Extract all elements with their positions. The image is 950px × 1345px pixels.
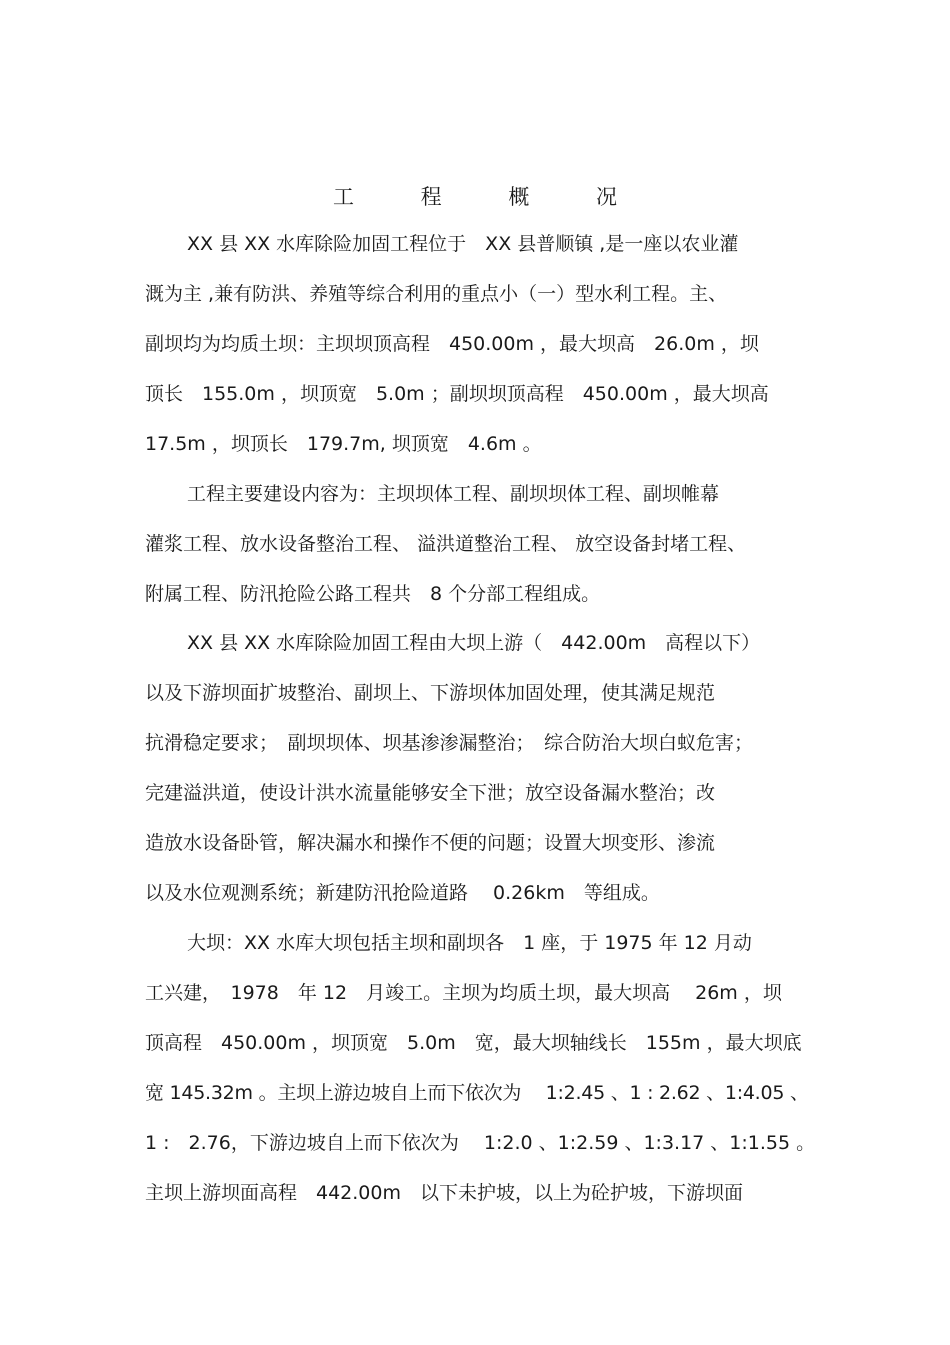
paragraph-line: 附属工程、防汛抢险公路工程共 8 个分部工程组成。 [145,583,601,605]
paragraph-line: 以及下游坝面扩坡整治、副坝上、下游坝体加固处理，使其满足规范 [145,682,716,704]
paragraph-line: 顶长 155.0m ，坝顶宽 5.0m ；副坝坝顶高程 450.00m ，最大坝高 [145,383,769,405]
paragraph-line: 17.5m ，坝顶长 179.7m, 坝顶宽 4.6m 。 [145,433,542,455]
paragraph-line: 造放水设备卧管，解决漏水和操作不便的问题；设置大坝变形、渗流 [145,832,716,854]
paragraph-line: 抗滑稳定要求； 副坝坝体、坝基渗渗漏整治； 综合防治大坝白蚁危害； [145,732,754,754]
paragraph-line: 工程主要建设内容为：主坝坝体工程、副坝坝体工程、副坝帷幕 [187,483,720,505]
paragraph-line: 顶高程 450.00m ，坝顶宽 5.0m 宽，最大坝轴线长 155m ，最大坝底 [145,1032,802,1054]
document-title: 工 程 概 况 [332,185,648,209]
paragraph-line: 完建溢洪道，使设计洪水流量能够安全下泄；放空设备漏水整治；改 [145,782,716,804]
paragraph-line: 工兴建， 1978 年 12 月竣工。主坝为均质土坝，最大坝高 26m ，坝 [145,982,782,1004]
paragraph-line: 1 : 2.76，下游边坡自上而下依次为 1:2.0 、1:2.59 、1:3.17 、1:1.55 。 [145,1132,816,1154]
paragraph-line: XX 县 XX 水库除险加固工程位于 XX 县普顺镇 ,是一座以农业灌 [187,233,739,255]
paragraph-line: 以及水位观测系统；新建防汛抢险道路 0.26km 等组成。 [145,882,660,904]
paragraph-line: 溉为主 ,兼有防洪、养殖等综合利用的重点小（一）型水利工程。主、 [145,283,728,305]
paragraph-line: 主坝上游坝面高程 442.00m 以下未护坡，以上为砼护坡，下游坝面 [145,1182,743,1204]
paragraph-line: 灌浆工程、放水设备整治工程、 溢洪道整治工程、 放空设备封堵工程、 [145,533,747,555]
paragraph-line: 宽 145.32m 。主坝上游边坡自上而下依次为 1:2.45 、1 : 2.62 、1:4.05 、 [145,1082,809,1104]
paragraph-line: XX 县 XX 水库除险加固工程由大坝上游（ 442.00m 高程以下） [187,632,761,654]
paragraph-line: 大坝：XX 水库大坝包括主坝和副坝各 1 座，于 1975 年 12 月动 [187,932,752,954]
paragraph-line: 副坝均为均质土坝：主坝坝顶高程 450.00m ，最大坝高 26.0m ，坝 [145,333,759,355]
